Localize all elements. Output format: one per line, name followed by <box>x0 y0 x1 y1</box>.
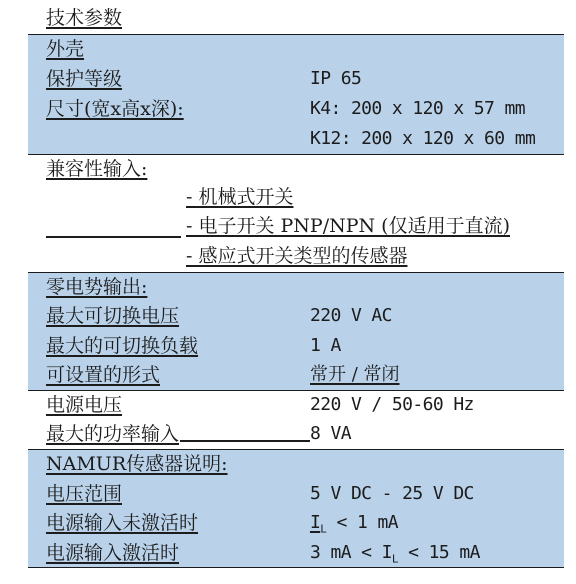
inputs-heading: 兼容性输入: <box>46 158 148 180</box>
max-power-label: 最大的功率输入 <box>46 423 180 445</box>
active-value-pre: 3 mA < I <box>310 542 392 563</box>
max-power-value: 8 VA <box>310 423 351 444</box>
active-value-rest: < 15 mA <box>397 542 480 563</box>
dims-label: 尺寸(宽x高x深): <box>46 98 184 120</box>
active-row <box>0 538 576 568</box>
max-voltage-value: 220 V AC <box>310 305 392 326</box>
power-voltage-row <box>0 390 576 420</box>
input-item-electronic: - 电子开关 PNP/NPN (仅适用于直流) <box>186 215 510 237</box>
max-voltage-row <box>0 301 576 331</box>
range-row <box>0 479 576 509</box>
inputs-heading-row <box>0 154 576 184</box>
rule-line <box>46 236 181 238</box>
namur-heading-row <box>0 449 576 479</box>
max-load-value: 1 A <box>310 335 341 356</box>
current-symbol: I <box>310 512 321 533</box>
protection-row <box>0 64 576 94</box>
inactive-label: 电源输入未激活时 <box>46 512 199 534</box>
dims-row <box>0 94 576 124</box>
inactive-value <box>310 511 398 542</box>
dims-k12-value: K12: 200 x 120 x 60 mm <box>310 128 536 149</box>
output-heading-row <box>0 272 576 302</box>
power-voltage-label: 电源电压 <box>46 394 123 416</box>
max-load-row <box>0 331 576 361</box>
protection-value: IP 65 <box>310 68 362 89</box>
max-load-label: 最大的可切换负载 <box>46 335 199 357</box>
inactive-row <box>0 508 576 538</box>
form-value: 常开 / 常闭 <box>310 364 400 385</box>
page-title: 技术参数 <box>46 7 123 29</box>
active-label: 电源输入激活时 <box>46 542 180 564</box>
inactive-value-rest: < 1 mA <box>326 512 398 533</box>
max-power-row <box>0 419 576 449</box>
range-value: 5 V DC - 25 V DC <box>310 483 474 504</box>
output-heading: 零电势输出: <box>46 276 148 298</box>
rule-line <box>180 440 310 442</box>
form-label: 可设置的形式 <box>46 364 161 386</box>
housing-heading-row <box>0 34 576 64</box>
housing-heading: 外壳 <box>46 38 85 60</box>
divider <box>28 567 564 568</box>
protection-label: 保护等级 <box>46 68 123 90</box>
dims-k12-row <box>0 124 576 154</box>
max-voltage-label: 最大可切换电压 <box>46 305 180 327</box>
input-item-mechanical: - 机械式开关 <box>186 186 294 208</box>
power-voltage-value: 220 V / 50-60 Hz <box>310 394 474 415</box>
range-label: 电压范围 <box>46 483 123 505</box>
current-subscript: L <box>320 522 327 536</box>
form-row <box>0 360 576 390</box>
dims-k4-value: K4: 200 x 120 x 57 mm <box>310 98 525 119</box>
input-item-inductive: - 感应式开关类型的传感器 <box>186 245 408 267</box>
current-subscript: L <box>391 552 398 566</box>
namur-heading: NAMUR传感器说明: <box>46 453 228 475</box>
